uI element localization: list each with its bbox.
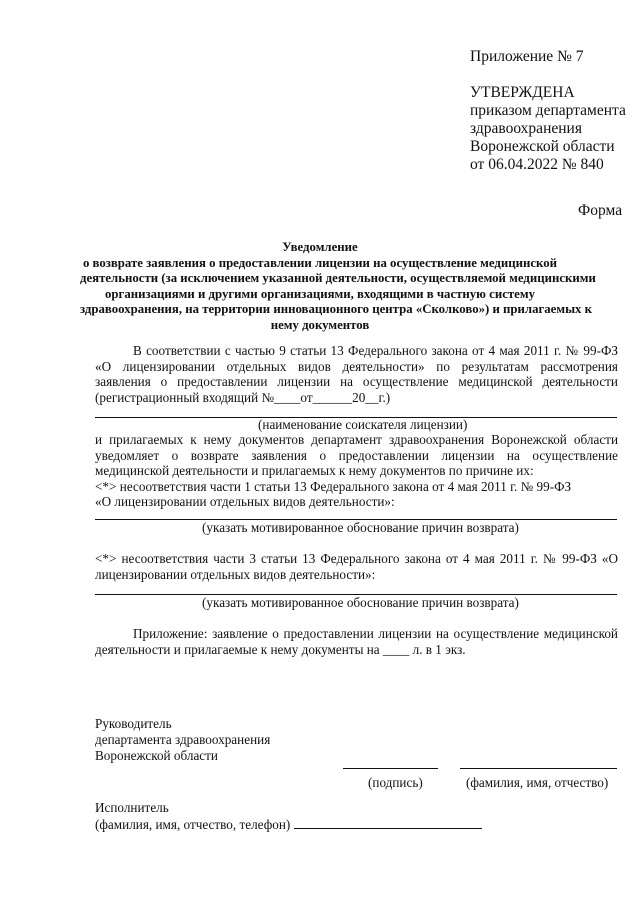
caption-reason-2: (указать мотивированное обоснование причин возврата) — [202, 595, 519, 610]
reason-1-line-2: «О лицензировании отдельных видов деятельности»: — [95, 494, 395, 510]
approval-block — [470, 48, 626, 174]
order-line-4: от 06.04.2022 № 840 — [470, 156, 604, 173]
title-line-4: организациями и другими организациями, входящими в частную систему — [105, 286, 535, 301]
signer-position-3: Воронежской области — [95, 748, 218, 763]
title-line-5: здравоохранения, на территории инновационного центра «Сколково») и прилагаемых к — [80, 302, 593, 316]
form-label: Форма — [578, 202, 623, 219]
executor-details: (фамилия, имя, отчество, телефон) — [95, 817, 291, 832]
appendix-number: Приложение № 7 — [470, 48, 584, 65]
paragraph-attachment: Приложение: заявление о предоставлении лицензии на осуществление медицинской деятельности и прилагаемые к нему документы на ____ л. в 1 экз. — [95, 626, 618, 657]
approved-label: УТВЕРЖДЕНА — [470, 84, 575, 101]
signature-line — [343, 768, 438, 769]
order-line-2: здравоохранения — [470, 120, 582, 137]
caption-full-name: (фамилия, имя, отчество) — [466, 775, 609, 790]
full-name-line — [460, 768, 617, 769]
reason-1-line-1: <*> несоответствия части 1 статьи 13 Федерального закона от 4 мая 2011 г. № 99-ФЗ — [95, 478, 572, 494]
paragraph-reason-2: <*> несоответствия части 3 статьи 13 Федерального закона от 4 мая 2011 г. № 99-ФЗ «О лицензировании отдельных видов деятельности»: — [95, 551, 618, 582]
title-line-2: о возврате заявления о предоставлении лицензии на осуществление медицинской — [82, 255, 558, 270]
notification-text: и прилагаемых к нему документов департамент здравоохранения Воронежской области уведомляет о возврате заявления о предоставлении лицензии на осуществление медицинской деятельности и прилагаемых к нему документов по причине их: — [95, 432, 618, 479]
title-line-6: нему документов — [270, 317, 370, 332]
signer-position-1: Руководитель — [95, 716, 172, 731]
paragraph-legal-basis: В соответствии с частью 9 статьи 13 Федерального закона от 4 мая 2011 г. № 99-ФЗ «О лицензировании отдельных видов деятельности» по результатам рассмотрения заявления о предоставлении лицензии на осуществление медицинской деятельности (регистрационный входящий №____от______20__г.) — [95, 343, 618, 405]
caption-applicant: (наименование соискателя лицензии) — [258, 417, 468, 432]
paragraph-notification — [95, 432, 618, 510]
executor-label: Исполнитель — [95, 800, 169, 815]
order-line-3: Воронежской области — [470, 138, 615, 155]
title-line-1: Уведомление — [282, 240, 358, 254]
executor-block — [95, 799, 482, 833]
caption-signature: (подпись) — [368, 775, 423, 790]
document-title — [80, 240, 596, 333]
executor-details-line — [294, 817, 482, 829]
title-line-3: деятельности (за исключением указанной деятельности, осуществляемой медицинскими — [80, 271, 596, 285]
caption-reason-1: (указать мотивированное обоснование причин возврата) — [202, 520, 519, 535]
order-line-1: приказом департамента — [470, 102, 626, 119]
signer-position-2: департамента здравоохранения — [95, 732, 271, 747]
signature-block — [95, 716, 270, 764]
